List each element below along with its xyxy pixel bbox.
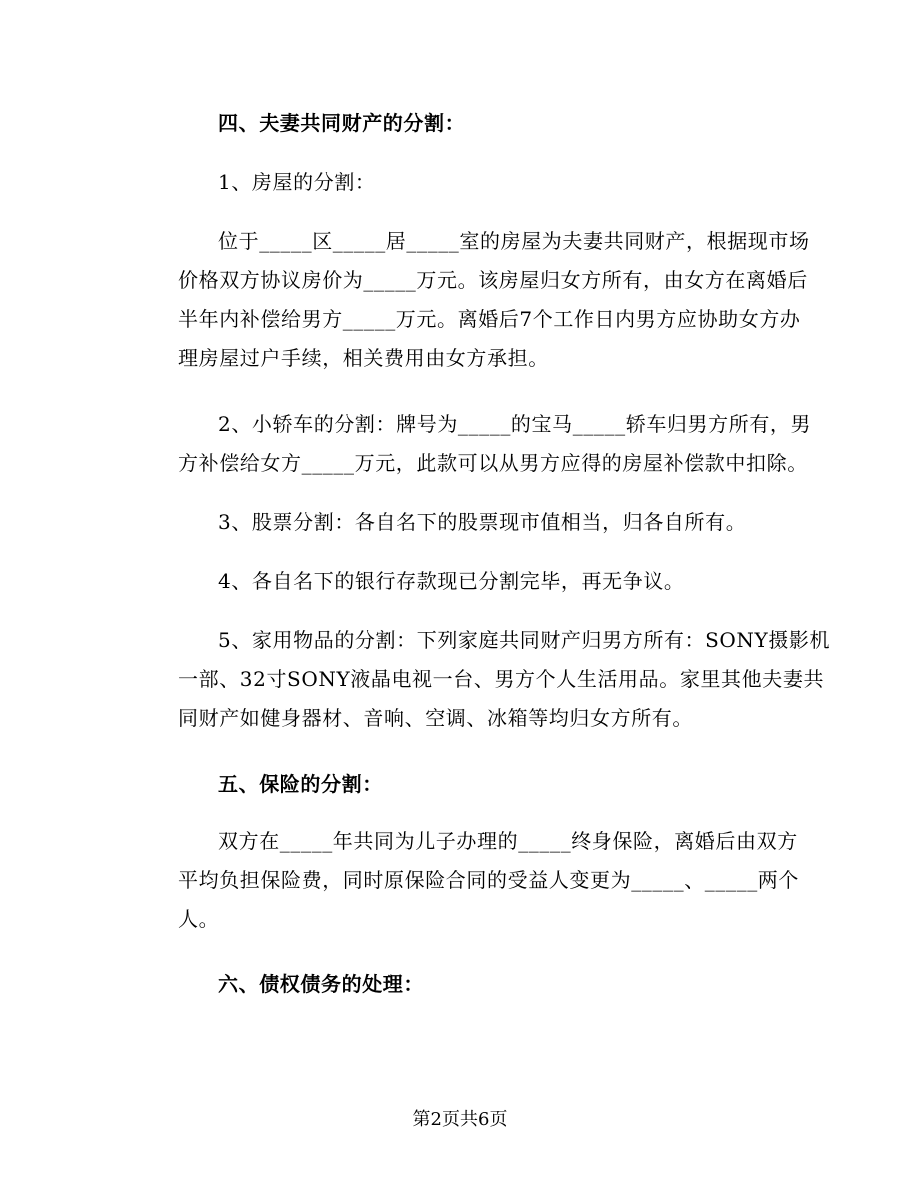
section4-heading: 四、夫妻共同财产的分割： bbox=[218, 111, 466, 135]
item5-line: 5、家用物品的分割：下列家庭共同财产归男方所有：SONY摄影机 bbox=[218, 628, 831, 652]
item1-line: 价格双方协议房价为_____万元。该房屋归女方所有，由女方在离婚后 bbox=[178, 268, 808, 292]
section5-line: 平均负担保险费，同时原保险合同的受益人变更为_____、_____两个 bbox=[178, 868, 799, 892]
item1-line: 理房屋过户手续，相关费用由女方承担。 bbox=[178, 346, 549, 370]
section4-item2-body bbox=[178, 405, 812, 483]
page-number-footer: 第2页共6页 bbox=[412, 1109, 508, 1130]
section4-heading-block bbox=[178, 104, 788, 143]
item3-text: 3、股票分割：各自名下的股票现市值相当，归各自所有。 bbox=[218, 510, 747, 534]
section5-line: 人。 bbox=[178, 907, 220, 931]
section4-item1-title-block bbox=[178, 163, 788, 202]
section5-line: 双方在_____年共同为儿子办理的_____终身保险，离婚后由双方 bbox=[218, 829, 798, 853]
section4-item1-body bbox=[178, 222, 810, 378]
section6-heading: 六、债权债务的处理： bbox=[218, 972, 424, 996]
section4-item4-body bbox=[178, 562, 788, 601]
section4-item3-body bbox=[178, 503, 788, 542]
section5-heading: 五、保险的分割： bbox=[218, 772, 383, 796]
item1-line: 位于_____区_____居_____室的房屋为夫妻共同财产，根据现市场 bbox=[218, 229, 810, 253]
item1-line: 半年内补偿给男方_____万元。离婚后7个工作日内男方应协助女方办 bbox=[178, 307, 801, 331]
section4-item5-body bbox=[178, 621, 831, 738]
item2-line: 方补偿给女方_____万元，此款可以从男方应得的房屋补偿款中扣除。 bbox=[178, 451, 808, 475]
item1-title: 1、房屋的分割： bbox=[218, 170, 376, 194]
section5-heading-block bbox=[178, 765, 788, 804]
item5-line: 一部、32寸SONY液晶电视一台、男方个人生活用品。家里其他夫妻共 bbox=[178, 667, 825, 691]
item5-line: 同财产如健身器材、音响、空调、冰箱等均归女方所有。 bbox=[178, 706, 693, 730]
section5-body bbox=[178, 822, 799, 939]
section6-heading-block bbox=[178, 965, 788, 1004]
item2-line: 2、小轿车的分割：牌号为_____的宝马_____轿车归男方所有，男 bbox=[218, 412, 812, 436]
item4-text: 4、各自名下的银行存款现已分割完毕，再无争议。 bbox=[218, 569, 685, 593]
